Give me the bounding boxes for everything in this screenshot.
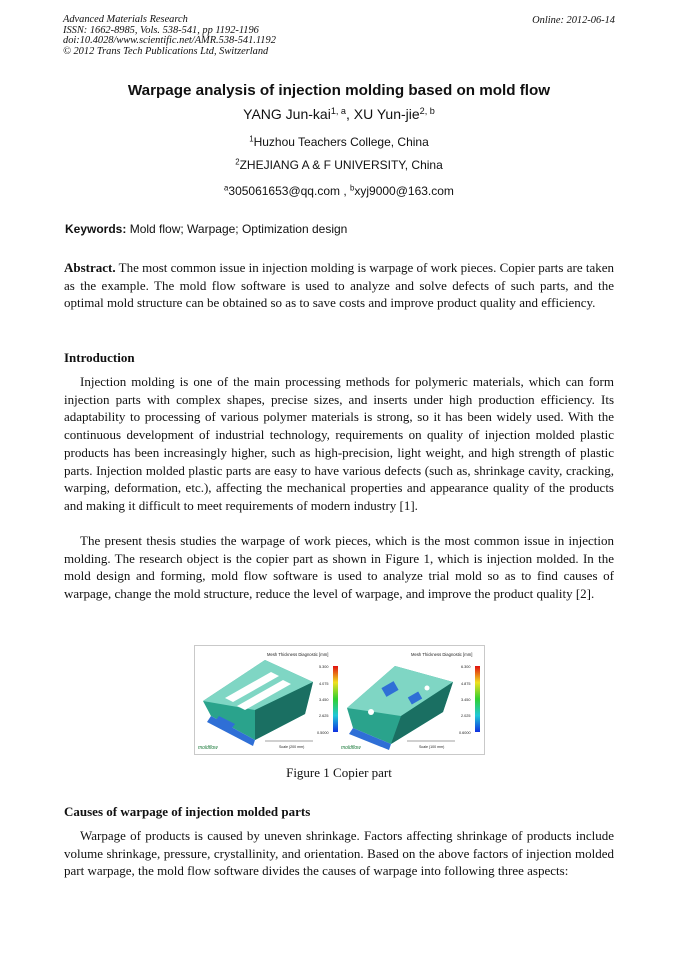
- author-1-sup: 1, a: [330, 106, 346, 116]
- right-tick-5: 0.6000: [459, 731, 471, 735]
- introduction-paragraph-1: [64, 373, 614, 515]
- figure-1-image: [195, 646, 484, 754]
- introduction-paragraph-2: [64, 532, 614, 603]
- email-b[interactable]: xyj9000@163.com: [354, 184, 454, 198]
- keywords: [65, 222, 347, 236]
- author-line: [0, 106, 678, 122]
- affiliation-1: [0, 135, 678, 149]
- left-tick-2: 4.075: [319, 682, 329, 686]
- left-tick-1: 5.300: [319, 665, 329, 669]
- abstract-label: Abstract.: [64, 260, 116, 275]
- figure-1: [194, 645, 485, 755]
- right-colorbar: [475, 666, 480, 732]
- email-line: [0, 184, 678, 198]
- abstract-text: The most common issue in injection molding is warpage of work pieces. Copier parts are taken as the example. The mold flow software is used to analyze and solve defects of such parts, and the optimal mold structure can be obtained so as to save costs and improve product quality and efficiency.: [64, 260, 614, 311]
- left-logo: moldflow: [198, 745, 218, 751]
- causes-heading: Causes of warpage of injection molded parts: [64, 804, 311, 819]
- right-tick-3: 3.450: [461, 698, 471, 702]
- issn-line: ISSN: 1662-8985, Vols. 538-541, pp 1192-1196: [63, 24, 259, 36]
- left-part-model: [203, 660, 313, 746]
- left-tick-5: 0.5000: [317, 731, 329, 735]
- doi-line: doi:10.4028/www.scientific.net/AMR.538-541.1192: [63, 35, 276, 46]
- online-date: Online: 2012-06-14: [532, 15, 615, 26]
- affiliation-1-text: Huzhou Teachers College, China: [253, 135, 429, 149]
- causes-p1-text: Warpage of products is caused by uneven shrinkage. Factors affecting shrinkage of products include volume shrinkage, pressure, crystallinity, and orientation. Based on the above factors of injection molded part warpage, the mold flow software divides the causes of warpage into following three aspects:: [64, 828, 614, 879]
- affiliation-1-sup: 1: [249, 134, 254, 144]
- author-2-sup: 2, b: [419, 106, 435, 116]
- affiliation-2: [0, 158, 678, 172]
- affiliation-2-sup: 2: [235, 157, 240, 167]
- keywords-text: Mold flow; Warpage; Optimization design: [126, 222, 348, 236]
- right-tick-4: 2.025: [461, 714, 471, 718]
- causes-paragraph-1: [64, 827, 614, 880]
- affiliation-2-text: ZHEJIANG A & F UNIVERSITY, China: [239, 158, 443, 172]
- right-panel-title: Mesh Thickness Diagnostic [mm]: [411, 652, 473, 657]
- journal-name: Advanced Materials Research: [63, 14, 188, 25]
- abstract: [64, 259, 614, 312]
- email-b-sup: b: [350, 183, 355, 193]
- left-scale-label: Scale (200 mm): [279, 745, 305, 749]
- introduction-heading: Introduction: [64, 350, 135, 365]
- paper-title: Warpage analysis of injection molding based on mold flow: [127, 82, 551, 99]
- email-separator: ,: [340, 184, 351, 198]
- journal-header: [63, 15, 276, 57]
- left-tick-3: 3.450: [319, 698, 329, 702]
- right-scale-label: Scale (100 mm): [419, 745, 445, 749]
- left-panel-title: Mesh Thickness Diagnostic [mm]: [267, 652, 329, 657]
- author-1: YANG Jun-kai: [243, 106, 331, 122]
- keywords-label: Keywords:: [65, 222, 127, 236]
- copyright-line: © 2012 Trans Tech Publications Ltd, Switzerland: [63, 45, 269, 57]
- right-tick-2: 4.875: [461, 682, 471, 686]
- left-tick-4: 2.625: [319, 714, 329, 718]
- email-a-sup: a: [224, 183, 229, 193]
- right-tick-1: 6.300: [461, 665, 471, 669]
- figure-1-caption: Figure 1 Copier part: [286, 765, 392, 780]
- author-separator: ,: [345, 106, 354, 122]
- email-a[interactable]: 305061653@qq.com: [228, 184, 340, 198]
- right-part-model: [347, 666, 453, 750]
- intro-p1-text: Injection molding is one of the main processing methods for polymeric materials, which can form injection parts with complex shapes, precise sizes, and inserts under high production efficiency. Its adaptability to processing of various polymer materials is strong, so it has been widely used. With the continuous development of industrial technology, requirements on quality of injection molded plastic products has been increasingly higher, such as high-precision, light weight, and high strength of plastic parts. Injection molded plastic parts are easy to have various defects (such as, shrinkage cavity, cracking, warping, deformation, etc.), affecting the mechanical properties and appearance quality of the products and making it difficult to meet requirements of modern industry [1].: [64, 374, 614, 513]
- left-colorbar: [333, 666, 338, 732]
- right-logo: moldflow: [341, 745, 361, 751]
- author-2: XU Yun-jie: [353, 106, 420, 122]
- intro-p2-text: The present thesis studies the warpage of work pieces, which is the most common issue in injection molding. The research object is the copier part as shown in Figure 1, which is injection molded. In the mold design and forming, mold flow software is used to analyze trial mold so as to find causes of warpage, change the mold structure, reduce the level of warpage, and improve the product quality [2].: [64, 533, 614, 602]
